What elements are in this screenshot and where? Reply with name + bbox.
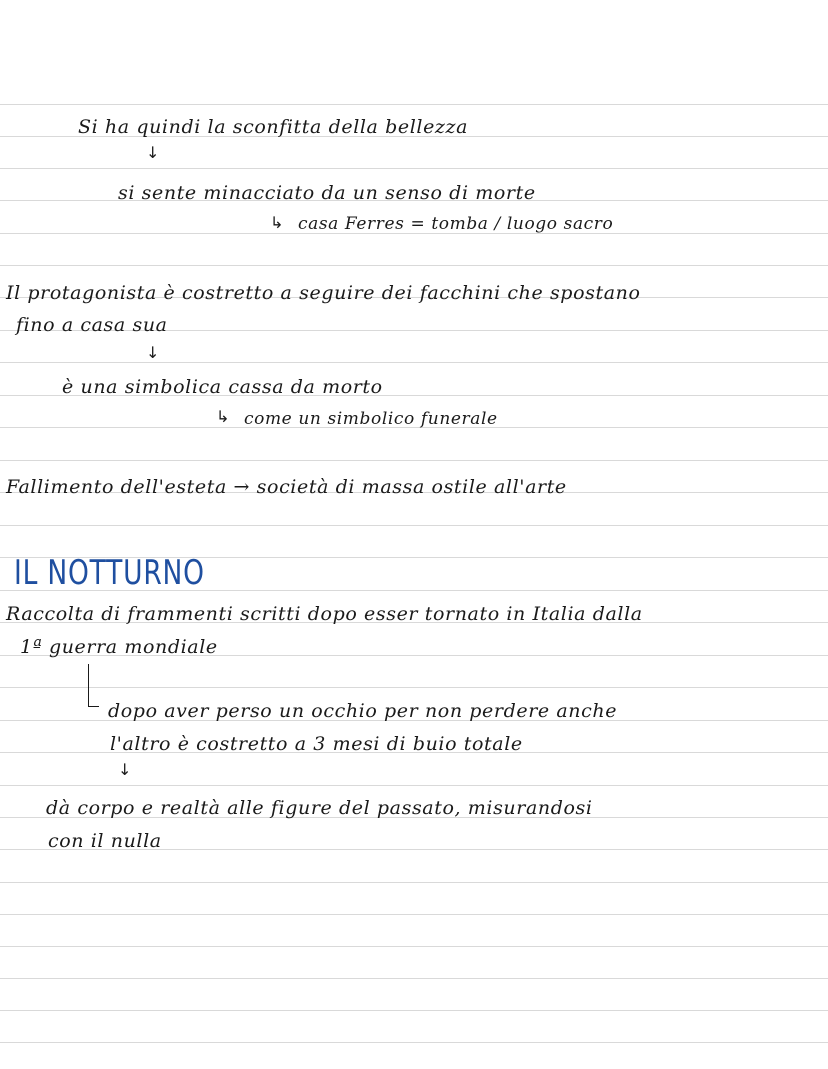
ruled-line bbox=[0, 978, 828, 979]
ruled-line bbox=[0, 1010, 828, 1011]
ruled-line bbox=[0, 525, 828, 526]
note-line-funerale: come un simbolico funerale bbox=[244, 409, 498, 429]
ruled-line bbox=[0, 687, 828, 688]
ruled-line bbox=[0, 1042, 828, 1043]
sub-arrow-icon: ↳ bbox=[216, 407, 230, 426]
ruled-line bbox=[0, 785, 828, 786]
ruled-line bbox=[0, 168, 828, 169]
section-title: IL NOTTURNO bbox=[14, 553, 205, 593]
note-line-buio: l'altro è costretto a 3 mesi di buio totale bbox=[110, 733, 523, 755]
ruled-line bbox=[0, 882, 828, 883]
down-arrow-icon: ↓ bbox=[146, 143, 160, 162]
note-line-raccolta: Raccolta di frammenti scritti dopo esser tornato in Italia dalla bbox=[6, 603, 643, 625]
ruled-line bbox=[0, 946, 828, 947]
ruled-line bbox=[0, 914, 828, 915]
ruled-line bbox=[0, 104, 828, 105]
ruled-line bbox=[0, 362, 828, 363]
ruled-line bbox=[0, 265, 828, 266]
note-line-nulla: con il nulla bbox=[48, 830, 162, 852]
down-arrow-icon: ↓ bbox=[146, 343, 160, 362]
ruled-line bbox=[0, 460, 828, 461]
note-line-da-corpo: dà corpo e realtà alle figure del passato, misurandosi bbox=[46, 797, 593, 819]
note-line-fino-a-casa: fino a casa sua bbox=[16, 314, 168, 336]
note-line-occhio: dopo aver perso un occhio per non perdere anche bbox=[108, 700, 618, 722]
note-line-casa-ferres: casa Ferres = tomba / luogo sacro bbox=[298, 214, 614, 234]
note-line-fallimento: Fallimento dell'esteta → società di massa ostile all'arte bbox=[6, 476, 567, 498]
note-line-protagonista: Il protagonista è costretto a seguire dei facchini che spostano bbox=[6, 282, 641, 304]
sub-arrow-icon: ↳ bbox=[270, 213, 284, 232]
note-line-cassa-da-morto: è una simbolica cassa da morto bbox=[62, 376, 383, 398]
note-line-sconfitta: Si ha quindi la sconfitta della bellezza bbox=[78, 116, 469, 138]
down-arrow-icon: ↓ bbox=[118, 760, 132, 779]
bracket-line bbox=[88, 664, 99, 707]
note-line-minacciato: si sente minacciato da un senso di morte bbox=[118, 182, 536, 204]
note-line-guerra: 1ª guerra mondiale bbox=[20, 636, 218, 658]
